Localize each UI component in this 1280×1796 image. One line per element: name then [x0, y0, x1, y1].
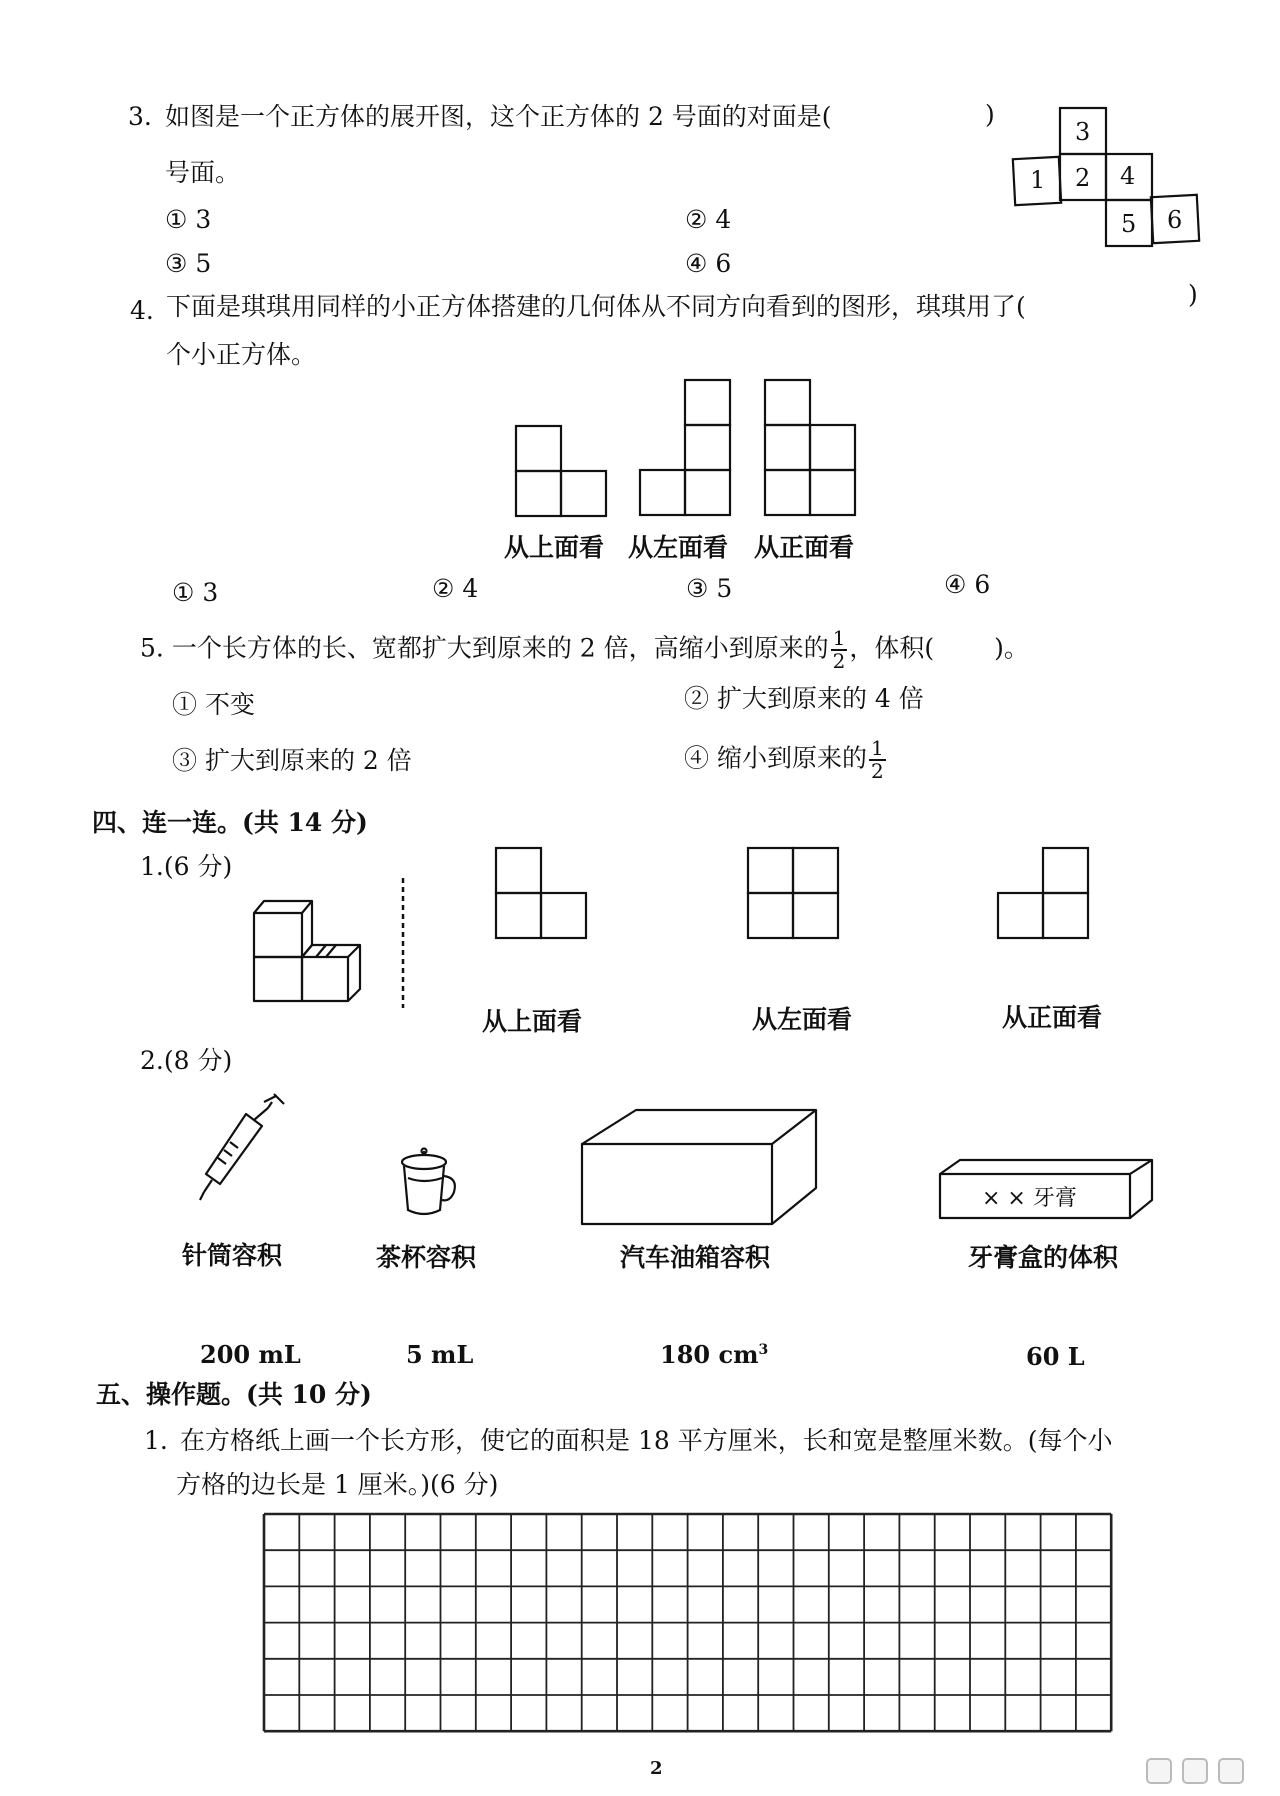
q5-text-before: 一个长方体的长、宽都扩大到原来的 2 倍，高缩小到原来的 [171, 633, 829, 663]
q4-option-4: ④ 6 [944, 570, 991, 599]
s4-view-front-shape [996, 846, 1092, 942]
dashed-divider [400, 878, 406, 1008]
q5-option-2: ② 扩大到原来的 4 倍 [684, 684, 924, 713]
q5-opt4-frac-num: 1 [870, 736, 884, 760]
cube-assembly-figure [248, 895, 388, 1005]
q3-number: 3. [128, 102, 152, 131]
section5-title: 五、操作题。(共 10 分) [96, 1380, 372, 1409]
toothpaste-box-icon [936, 1156, 1160, 1226]
q5-option-4-line [684, 738, 888, 782]
net-face-6: 6 [1167, 206, 1183, 234]
q3-option-4: ④ 6 [685, 249, 732, 278]
badge-icon-2 [1182, 1758, 1208, 1784]
section4-p1-label: 1.(6 分) [140, 852, 233, 881]
caption-fuel-tank: 汽车油箱容积 [620, 1243, 771, 1272]
q5-frac-num: 1 [832, 626, 846, 650]
q4-left-view [638, 378, 738, 518]
q4-caption-top: 从上面看 [504, 533, 605, 562]
s4-view-top-shape [494, 846, 590, 942]
page-number: 2 [650, 1758, 663, 1779]
q3-close-paren: ) [985, 100, 995, 129]
q3-option-3: ③ 5 [165, 249, 212, 278]
section5-q1-text2: 方格的边长是 1 厘米。)(6 分) [176, 1470, 499, 1499]
section5-q1-number: 1. [144, 1426, 168, 1455]
q3-option-1: ① 3 [165, 205, 212, 234]
s4-view-left-shape [746, 846, 842, 942]
q4-number: 4. [130, 296, 154, 325]
q5-text-after: ，体积( [849, 633, 935, 663]
section5-q1-text: 在方格纸上画一个长方形，使它的面积是 18 平方厘米，长和宽是整厘米数。(每个小 [180, 1426, 1113, 1455]
q5-frac-den: 2 [832, 649, 846, 673]
caption-tea-cup: 茶杯容积 [376, 1243, 477, 1272]
q5-option-1: ① 不变 [172, 690, 255, 719]
q4-option-2: ② 4 [432, 574, 479, 603]
q5-option-4: ④ 缩小到原来的 [684, 743, 867, 773]
q3-text2: 号面。 [165, 158, 241, 187]
syringe-icon [198, 1088, 288, 1208]
net-face-4: 4 [1120, 162, 1136, 190]
q4-front-view [763, 378, 863, 518]
unit-5ml: 5 mL [406, 1340, 474, 1369]
q3-text: 如图是一个正方体的展开图，这个正方体的 2 号面的对面是( [165, 102, 832, 131]
viewer-badges [1146, 1758, 1244, 1784]
net-face-1: 1 [1030, 166, 1046, 194]
q5-close-paren: )。 [994, 633, 1029, 663]
unit-180cm3 [660, 1340, 768, 1369]
q4-caption-front: 从正面看 [754, 533, 855, 562]
q4-text: 下面是琪琪用同样的小正方体搭建的几何体从不同方向看到的图形，琪琪用了( [166, 292, 1026, 321]
section4-title: 四、连一连。(共 14 分) [92, 808, 368, 837]
net-face-5: 5 [1121, 210, 1137, 238]
badge-icon-3 [1218, 1758, 1244, 1784]
section4-p2-label: 2.(8 分) [140, 1046, 233, 1075]
s4-caption-top: 从上面看 [482, 1007, 583, 1036]
q5-opt4-fraction [869, 738, 886, 782]
net-face-2: 2 [1075, 164, 1091, 192]
toothpaste-box-label: × × 牙膏 [982, 1186, 1077, 1211]
q4-caption-left: 从左面看 [628, 533, 729, 562]
q5-opt4-frac-den: 2 [870, 759, 884, 783]
unit-60l: 60 L [1026, 1342, 1085, 1371]
q3-option-2: ② 4 [685, 205, 732, 234]
unit-200ml: 200 mL [200, 1340, 301, 1369]
q5-number: 5. [140, 633, 164, 663]
q5-option-3: ③ 扩大到原来的 2 倍 [172, 746, 412, 775]
s4-caption-front: 从正面看 [1002, 1003, 1103, 1032]
unit-cube-sup: 3 [758, 1342, 769, 1358]
q4-top-view [514, 424, 614, 518]
s4-caption-left: 从左面看 [752, 1005, 853, 1034]
badge-icon-1 [1146, 1758, 1172, 1784]
q4-text2: 个小正方体。 [166, 340, 317, 369]
caption-syringe: 针筒容积 [182, 1241, 283, 1270]
fuel-tank-box-icon [578, 1106, 818, 1228]
caption-toothpaste-box: 牙膏盒的体积 [968, 1243, 1119, 1272]
q4-option-1: ① 3 [172, 578, 219, 607]
net-face-3: 3 [1075, 118, 1091, 146]
cube-net-figure [1010, 108, 1210, 250]
q5-fraction [831, 628, 848, 672]
unit-180cm-text: 180 cm [660, 1340, 759, 1369]
tea-cup-icon [398, 1148, 462, 1220]
q4-close-paren: ) [1188, 280, 1198, 309]
grid-paper[interactable] [262, 1512, 1118, 1734]
q4-option-3: ③ 5 [686, 574, 733, 603]
q5-line [140, 628, 1029, 672]
